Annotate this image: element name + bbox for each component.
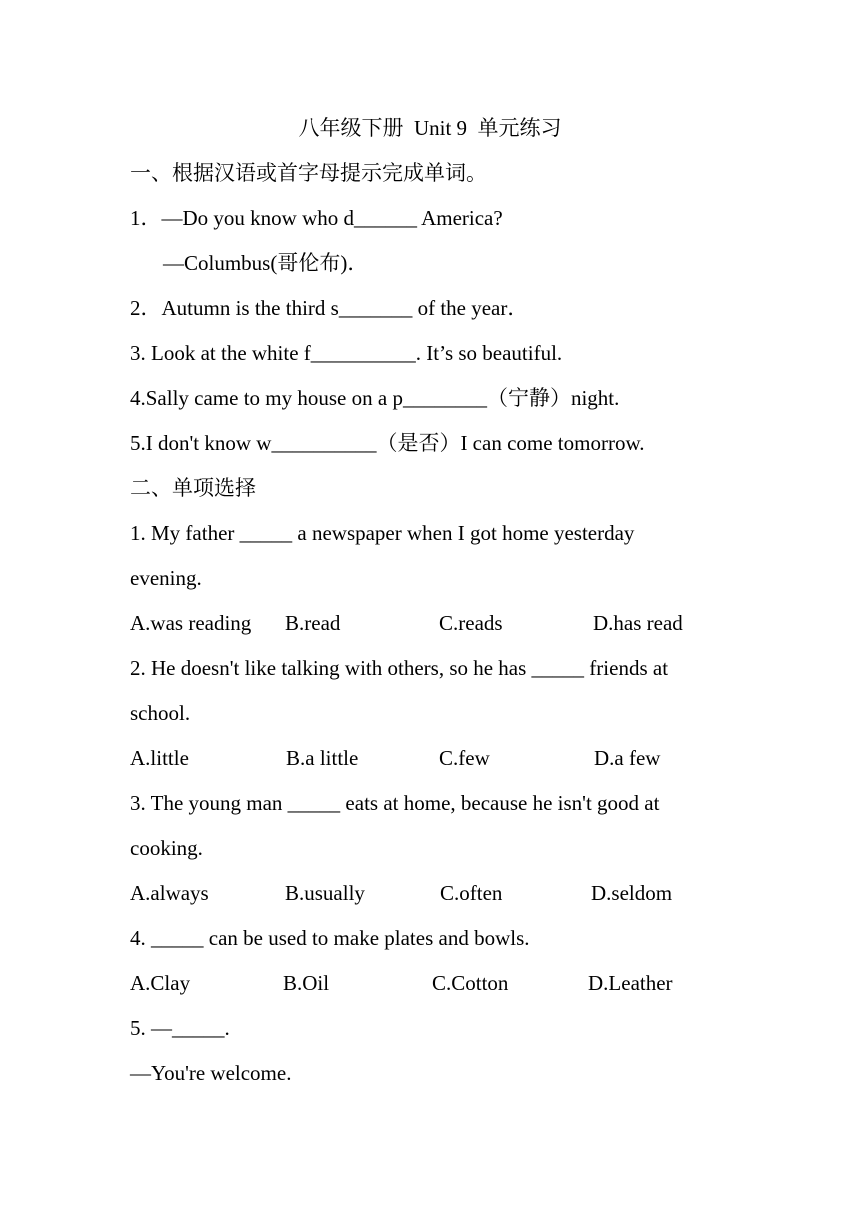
question-3-stem-line1: 3. The young man _____ eats at home, because he isn't good at: [130, 791, 660, 815]
question-2-option-d: D.a few: [594, 746, 661, 770]
question-1-option-b: B.read: [285, 611, 341, 635]
fill-item-5: 5.I don't know w__________（是否）I can come tomorrow.: [130, 431, 645, 455]
question-1-stem-line1: 1. My father _____ a newspaper when I got home yesterday: [130, 521, 635, 545]
question-5-stem-line2: —You're welcome.: [130, 1061, 292, 1085]
question-3-stem-line2: cooking.: [130, 836, 203, 860]
question-2-option-b: B.a little: [286, 746, 359, 770]
question-3-option-d: D.seldom: [591, 881, 673, 905]
question-3-option-b: B.usually: [285, 881, 365, 905]
fill-item-4: 4.Sally came to my house on a p________（宁静）night.: [130, 386, 620, 410]
question-2-stem-line1: 2. He doesn't like talking with others, so he has _____ friends at: [130, 656, 669, 680]
question-1-stem-line2: evening.: [130, 566, 202, 590]
question-2-stem-line2: school.: [130, 701, 191, 725]
question-2-option-a: A.little: [130, 746, 189, 770]
fill-item-1-answer: —Columbus(哥伦布)．: [163, 251, 369, 275]
question-5-stem-line1: 5. —_____.: [130, 1016, 230, 1040]
fill-item-3: 3. Look at the white f__________. It’s so beautiful.: [130, 341, 563, 365]
section2-heading: 二、单项选择: [130, 476, 256, 500]
question-4-option-b: B.Oil: [283, 971, 330, 995]
question-1-option-d: D.has read: [593, 611, 683, 635]
question-4-option-d: D.Leather: [588, 971, 673, 995]
question-4-stem-line1: 4. _____ can be used to make plates and bowls.: [130, 926, 530, 950]
page-title: 八年级下册 Unit 9 单元练习: [298, 116, 562, 140]
fill-item-1: 1．—Do you know who d______ America?: [130, 206, 503, 230]
question-2-option-c: C.few: [439, 746, 490, 770]
question-1-option-a: A.was reading: [130, 611, 252, 635]
question-4-option-c: C.Cotton: [432, 971, 509, 995]
question-1-option-c: C.reads: [439, 611, 503, 635]
fill-item-2: 2．Autumn is the third s_______ of the year．: [130, 296, 529, 320]
section1-heading: 一、根据汉语或首字母提示完成单词。: [130, 161, 487, 185]
question-4-option-a: A.Clay: [130, 971, 191, 995]
question-3-option-a: A.always: [130, 881, 209, 905]
question-3-option-c: C.often: [440, 881, 503, 905]
